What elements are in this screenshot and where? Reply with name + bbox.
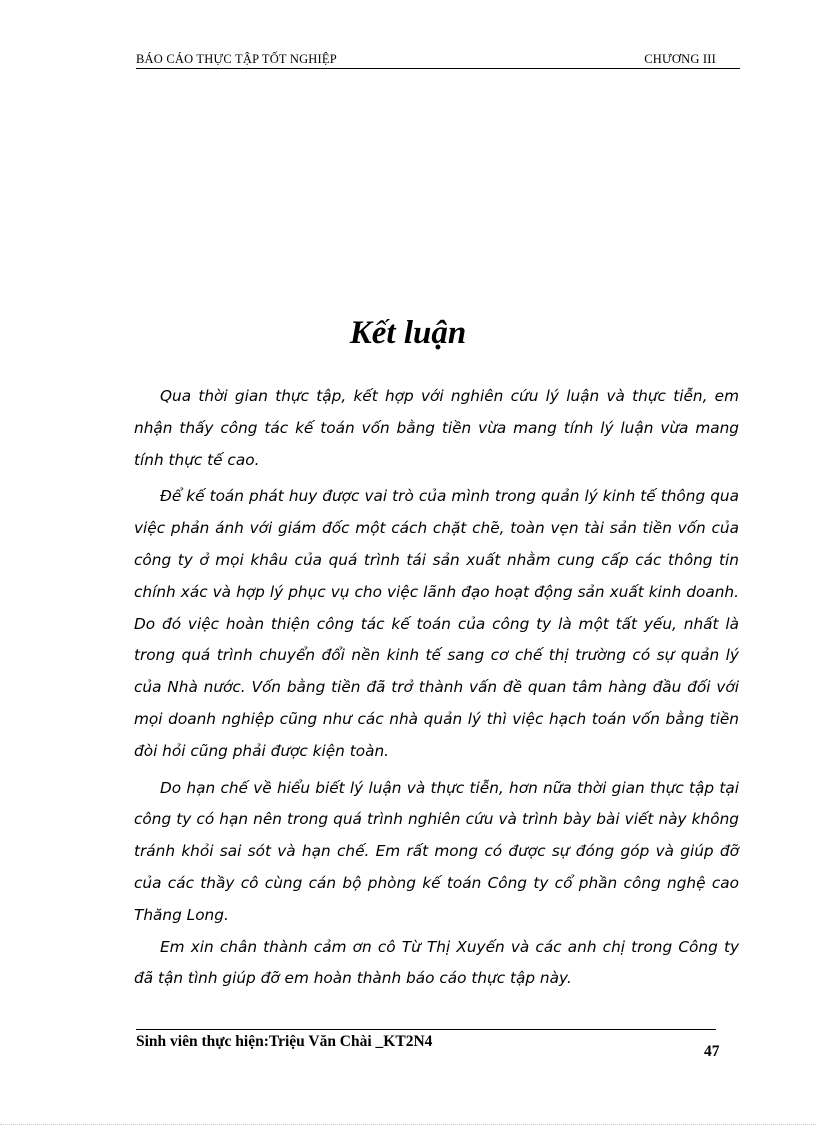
- footer-divider: [136, 1029, 716, 1030]
- page-header: [136, 50, 740, 69]
- paragraph-2: Để kế toán phát huy được vai trò của mình trong quản lý kinh tế thông qua việc phản ánh với giám đốc một cách chặt chẽ, toàn vẹn tài sản tiền vốn của công ty ở mọi khâu của quá trình tái sản xuất nhằm cung cấp các thông tin chính xác và hợp lý phục vụ cho việc lãnh đạo hoạt động sản xuất kinh doanh. Do đó việc hoàn thiện công tác kế toán của công ty là một tất yếu, nhất là trong quá trình chuyển đổi nền kinh tế sang cơ chế thị trường có sự quản lý của Nhà nước. Vốn bằng tiền đã trở thành vấn đề quan tâm hàng đầu đối với mọi doanh nghiệp cũng như các nhà quản lý thì việc hạch toán vốn bằng tiền đòi hỏi cũng phải được kiện toàn.: [134, 487, 739, 760]
- footer-author: Sinh viên thực hiện:Triệu Văn Chài _KT2N4: [136, 1033, 433, 1050]
- page-number: 47: [704, 1043, 720, 1060]
- header-chapter: CHƯƠNG III: [644, 52, 716, 66]
- paragraph-1: Qua thời gian thực tập, kết hợp với nghiên cứu lý luận và thực tiễn, em nhận thấy công tác kế toán vốn bằng tiền vừa mang tính lý luận vừa mang tính thực tế cao.: [134, 387, 739, 469]
- page-title: Kết luận: [349, 315, 467, 351]
- body-text: [134, 381, 739, 995]
- paragraph-4: Em xin chân thành cảm ơn cô Từ Thị Xuyến và các anh chị trong Công ty đã tận tình giúp đỡ em hoàn thành báo cáo thực tập này.: [134, 937, 739, 988]
- header-report-title: BÁO CÁO THỰC TẬP TỐT NGHIỆP: [136, 52, 337, 66]
- paragraph-3: Do hạn chế về hiểu biết lý luận và thực tiễn, hơn nữa thời gian thực tập tại công ty có hạn nên trong quá trình nghiên cứu và trình bày bài viết này không tránh khỏi sai sót và hạn chế. Em rất mong có được sự đóng góp và giúp đỡ của các thầy cô cùng cán bộ phòng kế toán Công ty cổ phần công nghệ cao Thăng Long.: [134, 778, 739, 924]
